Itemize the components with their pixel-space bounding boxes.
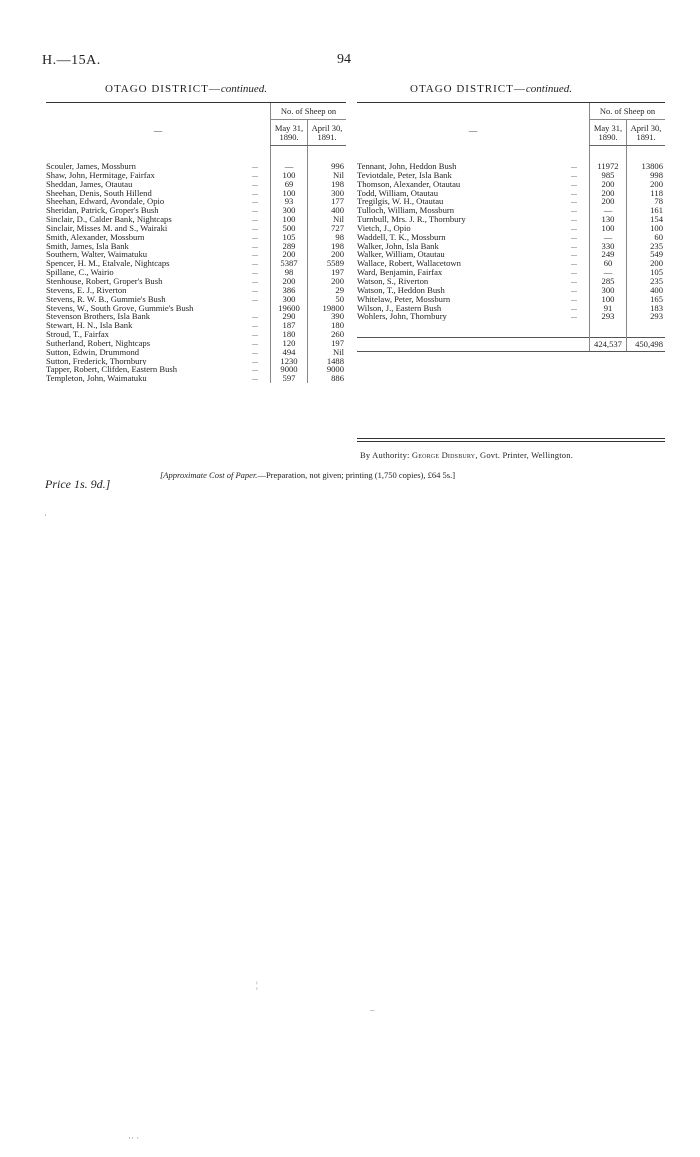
table-row xyxy=(357,304,665,313)
owner-name: Sheddan, James, Otautau xyxy=(46,179,133,189)
owner-name: Shaw, John, Hermitage, Fairfax xyxy=(46,170,155,180)
sheep-april-1891: 165 xyxy=(627,295,666,304)
owner-name: Stroud, T., Fairfax xyxy=(46,330,109,339)
leader-dots: ... xyxy=(571,275,577,285)
table-row xyxy=(46,286,346,295)
sheep-april-1891: Nil xyxy=(308,215,347,224)
table-row xyxy=(357,233,665,242)
sheep-april-1891: 180 xyxy=(308,321,347,330)
sheep-april-1891: 293 xyxy=(627,312,666,321)
sheep-may-1890: 289 xyxy=(271,242,308,251)
leader-dots: ... xyxy=(571,302,577,312)
sheep-april-1891: 996 xyxy=(308,162,347,171)
leader-dots: ... xyxy=(252,355,258,365)
table-row xyxy=(46,206,346,215)
left-sheep-table xyxy=(46,103,346,383)
sheep-may-1890: 130 xyxy=(590,215,627,224)
right-sheep-count-header: No. of Sheep on xyxy=(590,103,666,120)
owner-name: Sinclair, D., Calder Bank, Nightcaps xyxy=(46,215,172,224)
printer-name: George Didsbury xyxy=(411,450,476,460)
scan-speck: ¦ xyxy=(256,980,258,990)
sheep-may-1890: 100 xyxy=(590,295,627,304)
owner-name: Tapper, Robert, Clifden, Eastern Bush xyxy=(46,365,178,375)
printer-authority xyxy=(360,450,573,460)
left-name-column-header: — xyxy=(153,125,163,135)
table-row xyxy=(357,189,665,198)
leader-dots: ... xyxy=(252,249,258,259)
owner-name: Teviotdale, Peter, Isla Bank xyxy=(357,170,452,180)
left-sheep-count-header: No. of Sheep on xyxy=(271,103,347,120)
sheep-may-1890: 98 xyxy=(271,268,308,277)
owner-name: Todd, William, Otautau xyxy=(357,188,438,198)
owner-name: Sheridan, Patrick, Groper's Bush xyxy=(46,206,159,216)
sheep-may-1890: 120 xyxy=(271,339,308,348)
leader-dots: ... xyxy=(571,169,577,179)
sheep-april-1891: 200 xyxy=(627,180,666,189)
left-april-1891-header: April 30, 1891. xyxy=(308,120,347,146)
owner-name: Tennant, John, Heddon Bush xyxy=(357,162,457,171)
sheep-april-1891: 260 xyxy=(308,330,347,339)
right-table-total-row xyxy=(357,338,665,352)
table-row xyxy=(46,339,346,348)
leader-dots: ... xyxy=(571,267,577,277)
sheep-may-1890: 100 xyxy=(590,224,627,233)
owner-name: Whitelaw, Peter, Mossburn xyxy=(357,294,451,304)
sheep-april-1891: Nil xyxy=(308,348,347,357)
owner-name: Thomson, Alexander, Otautau xyxy=(357,179,461,189)
owner-name: Waddell, T. K., Mossburn xyxy=(357,232,446,242)
sheep-april-1891: 198 xyxy=(308,242,347,251)
leader-dots: ... xyxy=(252,161,258,170)
leader-dots: ... xyxy=(252,284,258,294)
table-row xyxy=(46,321,346,330)
sheep-april-1891: 19800 xyxy=(308,304,347,313)
table-row xyxy=(357,312,665,321)
leader-dots: ... xyxy=(252,267,258,277)
leader-dots: ... xyxy=(252,258,258,268)
leader-dots: ... xyxy=(252,214,258,224)
owner-name: Scouler, James, Mossburn xyxy=(46,162,136,171)
owner-name: Sheehan, Edward, Avondale, Opio xyxy=(46,197,165,207)
table-row xyxy=(46,171,346,180)
sheep-may-1890: 5387 xyxy=(271,259,308,268)
sheep-april-1891: 200 xyxy=(308,250,347,259)
owner-name: Watson, T., Heddon Bush xyxy=(357,285,445,295)
leader-dots: ... xyxy=(571,187,577,197)
table-row xyxy=(46,197,346,206)
owner-name: Stevens, R. W. B., Gummie's Bush xyxy=(46,294,166,304)
right-april-1891-header: April 30, 1891. xyxy=(627,120,666,146)
authority-prefix: By Authority: xyxy=(360,450,410,460)
sheep-may-1890: 1230 xyxy=(271,357,308,366)
sheep-april-1891: 235 xyxy=(627,242,666,251)
owner-name: Stevenson Brothers, Isla Bank xyxy=(46,312,151,322)
leader-dots: ... xyxy=(571,240,577,250)
table-row xyxy=(357,250,665,259)
sheep-april-1891: 78 xyxy=(627,197,666,206)
owner-name: Wohlers, John, Thornbury xyxy=(357,312,447,322)
owner-name: Walker, William, Otautau xyxy=(357,250,445,260)
table-row xyxy=(357,277,665,286)
owner-name: Stewart, H. N., Isla Bank xyxy=(46,321,133,331)
leader-dots: ... xyxy=(571,205,577,215)
sheep-april-1891: 29 xyxy=(308,286,347,295)
sheep-may-1890: 300 xyxy=(271,295,308,304)
authority-rule-bottom xyxy=(357,441,665,442)
right-may-1890-header: May 31, 1890. xyxy=(590,120,627,146)
leader-dots: ... xyxy=(252,222,258,232)
sheep-may-1890: 69 xyxy=(271,180,308,189)
table-row xyxy=(357,286,665,295)
table-row xyxy=(357,242,665,251)
sheep-april-1891: 400 xyxy=(627,286,666,295)
right-name-column-header: — xyxy=(468,125,478,135)
leader-dots: ... xyxy=(571,214,577,224)
table-row xyxy=(46,180,346,189)
sheep-april-1891: 183 xyxy=(627,304,666,313)
right-section-title-main: OTAGO DISTRICT— xyxy=(410,83,526,95)
owner-name: Stevens, W., South Grove, Gummie's Bush xyxy=(46,303,194,313)
owner-name: Sinclair, Misses M. and S., Wairaki xyxy=(46,223,168,233)
table-row xyxy=(46,259,346,268)
leader-dots: ... xyxy=(252,196,258,206)
sheep-april-1891: 235 xyxy=(627,277,666,286)
table-row xyxy=(46,357,346,366)
leader-dots: ... xyxy=(252,346,258,356)
sheep-may-1890: 93 xyxy=(271,197,308,206)
scan-speck: · xyxy=(44,510,47,520)
leader-dots: ... xyxy=(252,178,258,188)
owner-name: Tulloch, William, Mossburn xyxy=(357,206,455,216)
table-row xyxy=(46,365,346,374)
table-row xyxy=(46,348,346,357)
leader-dots: ... xyxy=(252,187,258,197)
owner-name: Spencer, H. M., Etalvale, Nightcaps xyxy=(46,259,170,269)
sheep-may-1890: 200 xyxy=(590,180,627,189)
sheep-april-1891: 13806 xyxy=(627,162,666,171)
owner-name: Wilson, J., Eastern Bush xyxy=(357,303,442,313)
sheep-april-1891: 98 xyxy=(308,233,347,242)
table-row xyxy=(46,312,346,321)
sheep-may-1890: 200 xyxy=(271,277,308,286)
table-row xyxy=(46,250,346,259)
owner-name: Watson, S., Riverton xyxy=(357,276,429,286)
total-may-1890: 424,537 xyxy=(590,338,627,352)
cost-note-label: [Approximate Cost of Paper. xyxy=(160,470,258,480)
owner-name: Templeton, John, Waimatuku xyxy=(46,374,147,384)
sheep-april-1891: 727 xyxy=(308,224,347,233)
table-row xyxy=(357,162,665,171)
left-table-column xyxy=(46,102,346,383)
sheep-april-1891: 886 xyxy=(308,374,347,383)
owner-name: Smith, James, Isla Bank xyxy=(46,241,129,251)
owner-name: Turnbull, Mrs. J. R., Thornbury xyxy=(357,215,466,224)
scan-speck: ·· · xyxy=(128,1133,140,1143)
sheep-may-1890: 200 xyxy=(590,189,627,198)
sheep-may-1890: 60 xyxy=(590,259,627,268)
sheep-april-1891: 197 xyxy=(308,339,347,348)
sheep-may-1890: — xyxy=(590,206,627,215)
leader-dots: ... xyxy=(252,275,258,285)
owner-name: Tregilgis, W. H., Otautau xyxy=(357,197,444,207)
sheep-may-1890: 249 xyxy=(590,250,627,259)
right-section-title-continued: continued. xyxy=(525,83,573,95)
page-number: 94 xyxy=(337,52,351,67)
table-row xyxy=(46,224,346,233)
sheep-may-1890: 494 xyxy=(271,348,308,357)
owner-name: Stevens, E. J., Riverton xyxy=(46,285,127,295)
sheep-may-1890: 500 xyxy=(271,224,308,233)
leader-dots: ... xyxy=(252,240,258,250)
scan-speck: – xyxy=(370,1005,375,1015)
sheep-april-1891: 100 xyxy=(627,224,666,233)
leader-dots: ... xyxy=(252,373,258,383)
sheep-april-1891: 998 xyxy=(627,171,666,180)
leader-dots: ... xyxy=(571,231,577,241)
table-row xyxy=(46,374,346,383)
leader-dots: ... xyxy=(252,293,258,303)
leader-dots: ... xyxy=(571,249,577,259)
sheep-may-1890: 180 xyxy=(271,330,308,339)
table-row xyxy=(357,259,665,268)
leader-dots: ... xyxy=(571,311,577,321)
sheep-may-1890: 300 xyxy=(590,286,627,295)
sheep-may-1890: 290 xyxy=(271,312,308,321)
table-row xyxy=(357,171,665,180)
leader-dots: ... xyxy=(571,284,577,294)
owner-name: Stenhouse, Robert, Groper's Bush xyxy=(46,276,163,286)
table-row xyxy=(357,197,665,206)
right-sheep-table xyxy=(357,103,665,352)
table-row xyxy=(357,224,665,233)
owner-name: Vietch, J., Opio xyxy=(357,223,411,233)
leader-dots: ... xyxy=(571,196,577,206)
document-reference: H.—15A. xyxy=(42,53,101,68)
sheep-april-1891: 5589 xyxy=(308,259,347,268)
leader-dots: ... xyxy=(252,311,258,321)
table-row xyxy=(357,206,665,215)
table-row xyxy=(46,304,346,313)
cost-note-text: —Preparation, not given; printing (1,750 copies), £64 5s.] xyxy=(257,470,456,480)
sheep-april-1891: 9000 xyxy=(308,365,347,374)
sheep-may-1890: 91 xyxy=(590,304,627,313)
sheep-may-1890: — xyxy=(590,268,627,277)
table-row xyxy=(46,268,346,277)
sheep-may-1890: 11972 xyxy=(590,162,627,171)
owner-name: Sutherland, Robert, Nightcaps xyxy=(46,338,151,348)
sheep-may-1890: 293 xyxy=(590,312,627,321)
leader-dots: ... xyxy=(571,258,577,268)
sheep-may-1890: 200 xyxy=(271,250,308,259)
sheep-may-1890: 200 xyxy=(590,197,627,206)
table-row xyxy=(46,277,346,286)
sheep-may-1890: 300 xyxy=(271,206,308,215)
table-row xyxy=(46,242,346,251)
sheep-april-1891: 154 xyxy=(627,215,666,224)
sheep-may-1890: 285 xyxy=(590,277,627,286)
sheep-april-1891: 177 xyxy=(308,197,347,206)
price-note: Price 1s. 9d.] xyxy=(45,477,111,491)
sheep-april-1891: 197 xyxy=(308,268,347,277)
left-section-title xyxy=(105,83,267,95)
owner-name: Wallace, Robert, Wallacetown xyxy=(357,259,461,269)
sheep-april-1891: 50 xyxy=(308,295,347,304)
owner-name: Sutton, Edwin, Drummond xyxy=(46,347,140,357)
left-table-body xyxy=(46,162,346,383)
sheep-may-1890: 19600 xyxy=(271,304,308,313)
leader-dots: ... xyxy=(252,364,258,374)
sheep-april-1891: 549 xyxy=(627,250,666,259)
sheep-may-1890: 985 xyxy=(590,171,627,180)
table-row xyxy=(357,180,665,189)
leader-dots: ... xyxy=(571,161,577,170)
table-row xyxy=(357,295,665,304)
leader-dots: ... xyxy=(571,293,577,303)
sheep-may-1890: 597 xyxy=(271,374,308,383)
right-table-body xyxy=(357,162,665,321)
sheep-may-1890: 105 xyxy=(271,233,308,242)
table-row xyxy=(357,268,665,277)
owner-name: Sheehan, Denis, South Hillend xyxy=(46,188,152,198)
sheep-april-1891: 390 xyxy=(308,312,347,321)
sheep-may-1890: 100 xyxy=(271,171,308,180)
leader-dots: ... xyxy=(252,205,258,215)
sheep-april-1891: 198 xyxy=(308,180,347,189)
leader-dots: ... xyxy=(571,222,577,232)
left-may-1890-header: May 31, 1890. xyxy=(271,120,308,146)
leader-dots: ... xyxy=(252,337,258,347)
right-section-title xyxy=(410,83,572,95)
owner-name: Walker, John, Isla Bank xyxy=(357,241,439,251)
sheep-april-1891: Nil xyxy=(308,171,347,180)
left-section-title-main: OTAGO DISTRICT— xyxy=(105,83,221,95)
leader-dots: ... xyxy=(252,231,258,241)
table-row xyxy=(46,233,346,242)
sheep-april-1891: 1488 xyxy=(308,357,347,366)
owner-name: Spillane, C., Wairio xyxy=(46,268,114,277)
sheep-april-1891: 118 xyxy=(627,189,666,198)
sheep-may-1890: — xyxy=(590,233,627,242)
leader-dots: ... xyxy=(571,178,577,188)
authority-rule-top xyxy=(357,438,665,439)
owner-name: Smith, Alexander, Mossburn xyxy=(46,232,145,242)
table-row xyxy=(46,162,346,171)
sheep-april-1891: 200 xyxy=(627,259,666,268)
leader-dots: ... xyxy=(252,169,258,179)
sheep-may-1890: — xyxy=(271,162,308,171)
sheep-april-1891: 400 xyxy=(308,206,347,215)
total-april-1891: 450,498 xyxy=(627,338,666,352)
sheep-april-1891: 300 xyxy=(308,189,347,198)
sheep-may-1890: 187 xyxy=(271,321,308,330)
sheep-may-1890: 9000 xyxy=(271,365,308,374)
owner-name: Southern, Walter, Waimatuku xyxy=(46,250,148,260)
sheep-may-1890: 100 xyxy=(271,215,308,224)
owner-name: Ward, Benjamin, Fairfax xyxy=(357,268,443,277)
sheep-may-1890: 330 xyxy=(590,242,627,251)
leader-dots: ... xyxy=(252,329,258,339)
sheep-april-1891: 200 xyxy=(308,277,347,286)
sheep-may-1890: 386 xyxy=(271,286,308,295)
authority-suffix: , Govt. Printer, Wellington. xyxy=(475,450,574,460)
table-row xyxy=(46,330,346,339)
sheep-april-1891: 60 xyxy=(627,233,666,242)
right-table-column xyxy=(357,102,665,352)
sheep-may-1890: 100 xyxy=(271,189,308,198)
leader-dots: ... xyxy=(252,320,258,330)
approximate-cost-note xyxy=(160,470,455,480)
owner-name: Sutton, Frederick, Thornbury xyxy=(46,356,147,366)
left-section-title-continued: continued. xyxy=(220,83,268,95)
table-row xyxy=(46,189,346,198)
table-row xyxy=(46,295,346,304)
sheep-april-1891: 105 xyxy=(627,268,666,277)
table-row xyxy=(46,215,346,224)
sheep-april-1891: 161 xyxy=(627,206,666,215)
table-row xyxy=(357,215,665,224)
